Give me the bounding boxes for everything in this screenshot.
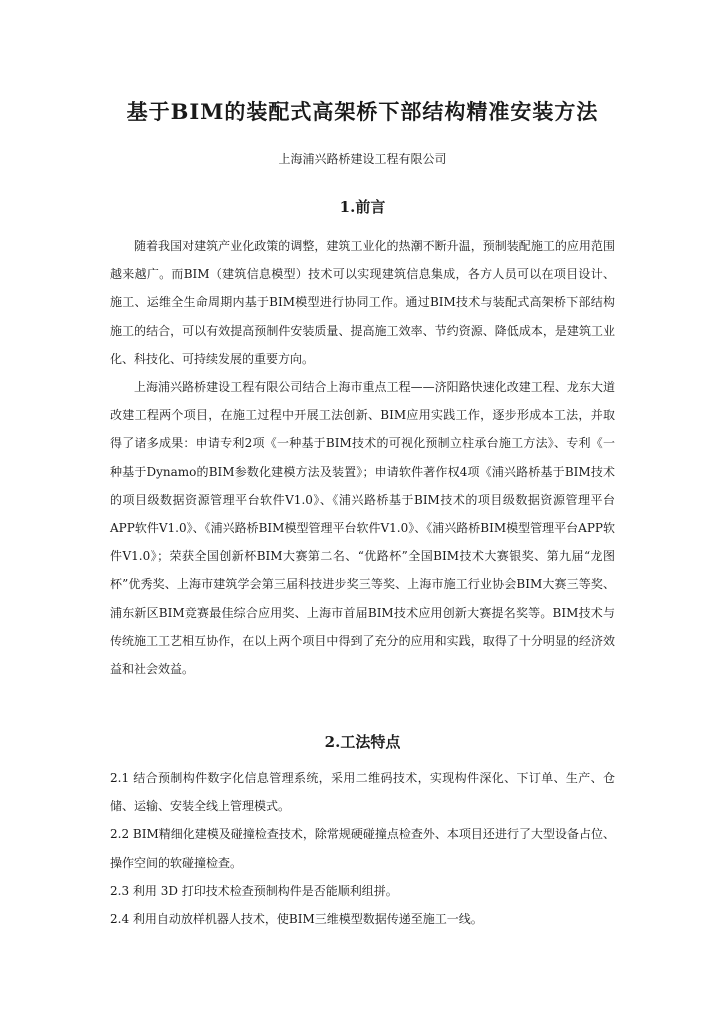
section-heading-features: 2.工法特点 bbox=[324, 733, 401, 751]
author-line: 上海浦兴路桥建设工程有限公司 bbox=[278, 152, 447, 166]
document-title: 基于BIM的装配式高架桥下部结构精准安装方法 bbox=[126, 99, 599, 124]
list-item: 2.1 结合预制构件数字化信息管理系统，采用二维码技术，实现构件深化、下订单、生产、仓储、运输、安装全线上管理模式。 bbox=[110, 771, 615, 814]
list-item: 2.4 利用自动放样机器人技术，使BIM三维模型数据传递至施工一线。 bbox=[110, 912, 483, 927]
section-heading-intro: 1.前言 bbox=[339, 198, 386, 216]
features-list bbox=[110, 764, 615, 933]
intro-paragraph-1: 随着我国对建筑产业化政策的调整，建筑工业化的热潮不断升温，预制装配施工的应用范围越来越广。而BIM（建筑信息模型）技术可以实现建筑信息集成，各方人员可以在项目设计、施工、运维全生命周期内基于BIM模型进行协同工作。通过BIM技术与装配式高架桥下部结构施工的结合，可以有效提高预制件安装质量、提高施工效率、节约资源、降低成本，是建筑工业化、科技化、可持续发展的重要方向。 bbox=[110, 239, 615, 366]
list-item: 2.2 BIM精细化建模及碰撞检查技术，除常规硬碰撞点检查外、本项目还进行了大型设备占位、操作空间的软碰撞检查。 bbox=[110, 827, 615, 870]
intro-paragraph-2: 上海浦兴路桥建设工程有限公司结合上海市重点工程——济阳路快速化改建工程、龙东大道改建工程两个项目，在施工过程中开展工法创新、BIM应用实践工作，逐步形成本工法，并取得了诸多成果：申请专利2项《一种基于BIM技术的可视化预制立柱承台施工方法》、专利《一种基于Dynamo的BIM参数化建模方法及装置》；申请软件著作权4项《浦兴路桥基于BIM技术的项目级数据资源管理平台软件V1.0》、《浦兴路桥基于BIM技术的项目级数据资源管理平台APP软件V1.0》、《浦兴路桥BIM模型管理平台软件V1.0》、《浦兴路桥BIM模型管理平台APP软件V1.0》；荣获全国创新杯BIM大赛第二名、“优路杯”全国BIM技术大赛银奖、第九届“龙图杯”优秀奖、上海市建筑学会第三届科技进步奖三等奖、上海市施工行业协会BIM大赛三等奖、浦东新区BIM竞赛最佳综合应用奖、上海市首届BIM技术应用创新大赛提名奖等。BIM技术与传统施工工艺相互协作，在以上两个项目中得到了充分的应用和实践，取得了十分明显的经济效益和社会效益。 bbox=[110, 380, 615, 677]
list-item: 2.3 利用 3D 打印技术检查预制构件是否能顺利组拼。 bbox=[110, 883, 398, 898]
